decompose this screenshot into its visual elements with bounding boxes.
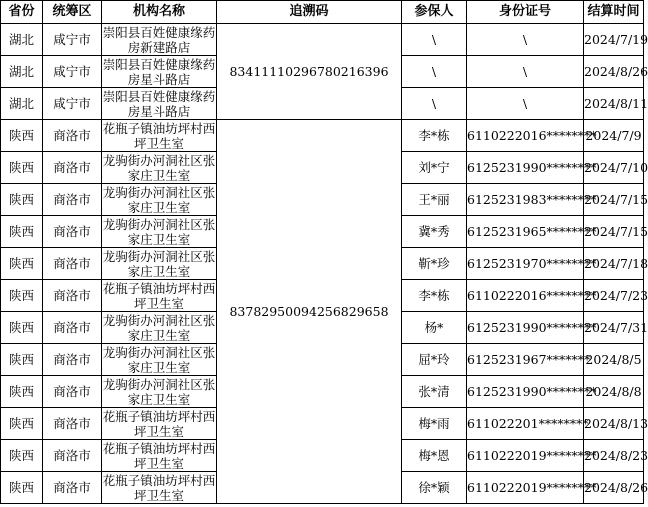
cell-settle-time: 2024/8/8	[584, 376, 644, 408]
cell-province: 陕西	[1, 440, 43, 472]
cell-id-number: 6125231967*******	[467, 344, 584, 376]
cell-id-number: 6125231990********	[467, 152, 584, 184]
cell-org-name: 龙驹街办河洞社区张家庄卫生室	[102, 152, 216, 183]
cell-org-name: 花瓶子镇油坊坪村西坪卫生室	[102, 472, 216, 503]
cell-id-number: 6125231965********	[467, 216, 584, 248]
cell-org-name: 龙驹街办河洞社区张家庄卫生室	[102, 248, 216, 279]
cell-id-number: 6110222019********	[467, 440, 584, 472]
cell-org-name: 花瓶子镇油坊坪村西坪卫生室	[102, 280, 216, 311]
cell-district: 商洛市	[43, 216, 102, 248]
cell-settle-time: 2024/8/26	[584, 472, 644, 504]
cell-insured-name: 靳*珍	[402, 248, 467, 280]
cell-province: 陕西	[1, 120, 43, 152]
cell-district: 商洛市	[43, 376, 102, 408]
cell-id-number: \	[467, 24, 584, 56]
cell-district: 商洛市	[43, 312, 102, 344]
cell-province: 陕西	[1, 344, 43, 376]
cell-insured-name: 张*清	[402, 376, 467, 408]
cell-settle-time: 2024/7/15	[584, 184, 644, 216]
cell-insured-name: 冀*秀	[402, 216, 467, 248]
cell-insured-name: 徐*颖	[402, 472, 467, 504]
cell-insured-name: 刘*宁	[402, 152, 467, 184]
cell-province: 湖北	[1, 88, 43, 120]
cell-settle-time: 2024/7/23	[584, 280, 644, 312]
cell-org-name: 龙驹街办河洞社区张家庄卫生室	[102, 376, 216, 407]
cell-province: 陕西	[1, 280, 43, 312]
cell-insured-name: \	[402, 56, 467, 88]
cell-province: 陕西	[1, 472, 43, 504]
cell-id-number: 6110222016********	[467, 120, 584, 152]
header-insured: 参保人	[402, 1, 467, 24]
cell-district: 咸宁市	[43, 88, 102, 120]
table-body	[1, 24, 648, 504]
cell-province: 陕西	[1, 376, 43, 408]
cell-district: 商洛市	[43, 472, 102, 504]
cell-district: 商洛市	[43, 120, 102, 152]
cell-org-name: 花瓶子镇油坊坪村西坪卫生室	[102, 408, 216, 439]
cell-settle-time: 2024/7/9	[584, 120, 644, 152]
cell-org-name: 龙驹街办河洞社区张家庄卫生室	[102, 216, 216, 247]
cell-org-name: 崇阳县百姓健康缘药房星斗路店	[102, 88, 216, 119]
cell-insured-name: 梅*雨	[402, 408, 467, 440]
cell-district: 商洛市	[43, 152, 102, 184]
cell-settle-time: 2024/8/26	[584, 56, 644, 88]
cell-insured-name: 杨*	[402, 312, 467, 344]
cell-org-name: 花瓶子镇油坊坪村西坪卫生室	[102, 120, 216, 151]
cell-insured-name: \	[402, 24, 467, 56]
cell-province: 陕西	[1, 216, 43, 248]
cell-province: 湖北	[1, 24, 43, 56]
cell-settle-time: 2024/7/15	[584, 216, 644, 248]
cell-settle-time: 2024/8/5	[584, 344, 644, 376]
cell-settle-time: 2024/7/18	[584, 248, 644, 280]
cell-org-name: 龙驹街办河洞社区张家庄卫生室	[102, 312, 216, 343]
cell-settle-time: 2024/8/13	[584, 408, 644, 440]
cell-district: 咸宁市	[43, 56, 102, 88]
cell-province: 陕西	[1, 152, 43, 184]
cell-trace-code: 83782950094256829658	[217, 120, 402, 504]
cell-settle-time: 2024/7/19	[584, 24, 644, 56]
cell-district: 商洛市	[43, 248, 102, 280]
cell-id-number: 611022201********	[467, 408, 584, 440]
cell-org-name: 崇阳县百姓健康缘药房新建路店	[102, 24, 216, 55]
cell-insured-name: 王*丽	[402, 184, 467, 216]
cell-insured-name: 屈*玲	[402, 344, 467, 376]
cell-org-name: 崇阳县百姓健康缘药房星斗路店	[102, 56, 216, 87]
header-settle-time: 结算时间	[584, 1, 644, 24]
header-id-number: 身份证号	[467, 1, 584, 24]
cell-id-number: 6110222019********	[467, 472, 584, 504]
header-district: 统筹区	[43, 1, 102, 24]
cell-id-number: 6125231990********	[467, 376, 584, 408]
cell-id-number: 6125231983********	[467, 184, 584, 216]
cell-province: 陕西	[1, 312, 43, 344]
cell-province: 湖北	[1, 56, 43, 88]
cell-insured-name: 李*栋	[402, 120, 467, 152]
cell-insured-name: 李*栋	[402, 280, 467, 312]
cell-org-name: 花瓶子镇油坊坪村西坪卫生室	[102, 440, 216, 471]
cell-org-name: 龙驹街办河洞社区张家庄卫生室	[102, 184, 216, 215]
header-row	[1, 1, 644, 24]
cell-settle-time: 2024/8/23	[584, 440, 644, 472]
cell-district: 咸宁市	[43, 24, 102, 56]
cell-province: 陕西	[1, 408, 43, 440]
table-row	[1, 24, 644, 56]
cell-trace-code: 83411110296780216396	[217, 24, 402, 120]
cell-district: 商洛市	[43, 440, 102, 472]
cell-province: 陕西	[1, 248, 43, 280]
cell-settle-time: 2024/7/10	[584, 152, 644, 184]
header-org: 机构名称	[102, 1, 217, 24]
cell-id-number: 6125231990********	[467, 312, 584, 344]
cell-id-number: \	[467, 56, 584, 88]
header-province: 省份	[1, 1, 43, 24]
cell-province: 陕西	[1, 184, 43, 216]
cell-district: 商洛市	[43, 280, 102, 312]
cell-insured-name: \	[402, 88, 467, 120]
cell-org-name: 龙驹街办河洞社区张家庄卫生室	[102, 344, 216, 375]
cell-settle-time: 2024/7/31	[584, 312, 644, 344]
table-row	[1, 120, 644, 152]
cell-id-number: 6110222016********	[467, 280, 584, 312]
cell-id-number: \	[467, 88, 584, 120]
cell-id-number: 6125231970********	[467, 248, 584, 280]
cell-district: 商洛市	[43, 184, 102, 216]
cell-insured-name: 梅*恩	[402, 440, 467, 472]
cell-district: 商洛市	[43, 344, 102, 376]
cell-settle-time: 2024/8/11	[584, 88, 644, 120]
cell-district: 商洛市	[43, 408, 102, 440]
header-trace-code: 追溯码	[217, 1, 402, 24]
